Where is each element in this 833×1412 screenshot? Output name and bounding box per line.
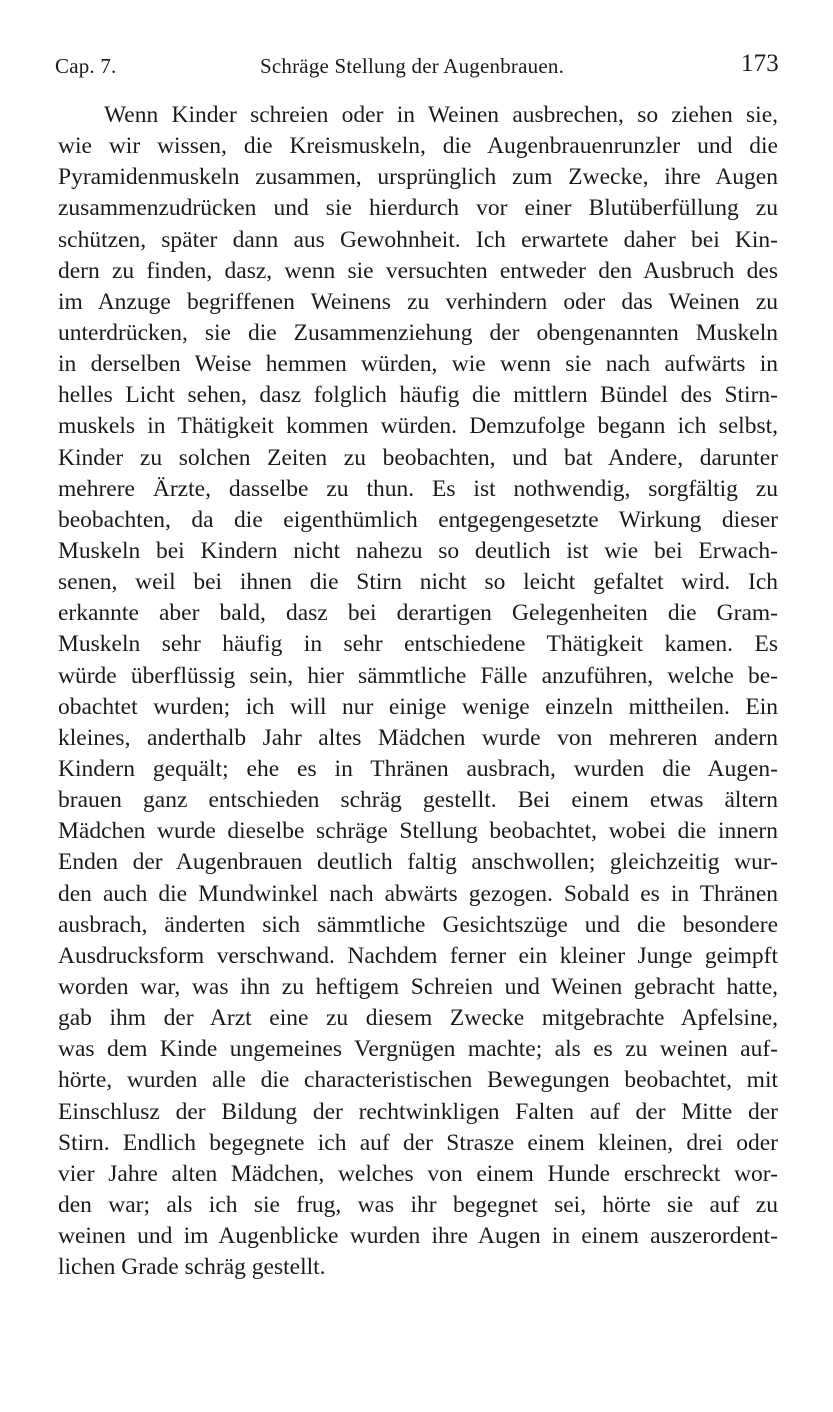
running-head	[55, 50, 779, 84]
text-line: vier Jahre alten Mädchen, welches von einem Hunde erschreckt wor-	[58, 1160, 778, 1187]
text-line: Muskeln sehr häufig in sehr entschiedene Thätigkeit kamen. Es	[58, 631, 778, 658]
text-line: obachtet wurden; ich will nur einige wenige einzeln mittheilen. Ein	[58, 693, 778, 720]
text-line: Wenn Kinder schreien oder in Weinen ausbrechen, so ziehen sie,	[104, 102, 778, 128]
text-line: Ausdrucksform verschwand. Nachdem ferner ein kleiner Junge geimpft	[58, 942, 778, 969]
text-line: ausbrach, änderten sich sämmtliche Gesichtszüge und die besondere	[58, 911, 778, 938]
text-line: beobachten, da die eigenthümlich entgegengesetzte Wirkung dieser	[58, 506, 778, 533]
text-line: Enden der Augenbrauen deutlich faltig anschwollen; gleichzeitig wur-	[58, 849, 778, 876]
text-line: senen, weil bei ihnen die Stirn nicht so leicht gefaltet wird. Ich	[58, 569, 778, 596]
text-line: Einschlusz der Bildung der rechtwinkligen Falten auf der Mitte der	[58, 1098, 778, 1125]
body-paragraph	[58, 100, 778, 1283]
text-line: helles Licht sehen, dasz folglich häufig die mittlern Bündel des Stirn-	[58, 382, 778, 409]
text-line: Kindern gequält; ehe es in Thränen ausbrach, wurden die Augen-	[58, 755, 778, 782]
text-line: worden war, was ihn zu heftigem Schreien und Weinen gebracht hatte,	[58, 973, 778, 1000]
text-line: Mädchen wurde dieselbe schräge Stellung beobachtet, wobei die innern	[58, 818, 778, 845]
text-line: erkannte aber bald, dasz bei derartigen Gelegenheiten die Gram-	[58, 600, 778, 627]
text-line: den war; als ich sie frug, was ihr begegnet sei, hörte sie auf zu	[58, 1191, 778, 1218]
text-line: kleines, anderthalb Jahr altes Mädchen wurde von mehreren andern	[58, 724, 778, 751]
text-line: weinen und im Augenblicke wurden ihre Augen in einem auszerordent-	[58, 1223, 778, 1250]
text-line: Stirn. Endlich begegnete ich auf der Strasze einem kleinen, drei oder	[58, 1129, 778, 1156]
text-line: muskels in Thätigkeit kommen würden. Demzufolge begann ich selbst,	[58, 413, 778, 440]
text-line: lichen Grade schräg gestellt.	[58, 1254, 326, 1281]
text-line: gab ihm der Arzt eine zu diesem Zwecke mitgebrachte Apfelsine,	[58, 1005, 778, 1032]
text-line: mehrere Ärzte, dasselbe zu thun. Es ist nothwendig, sorgfältig zu	[58, 475, 778, 502]
page-number: 173	[740, 50, 779, 77]
text-line: unterdrücken, sie die Zusammenziehung der obengenannten Muskeln	[58, 319, 778, 346]
chapter-label: Cap. 7.	[55, 54, 117, 78]
text-line: wie wir wissen, die Kreismuskeln, die Augenbrauenrunzler und die	[58, 133, 778, 160]
text-line: im Anzuge begriffenen Weinens zu verhindern oder das Weinen zu	[58, 288, 778, 315]
text-line: zusammenzudrücken und sie hierdurch vor einer Blutüberfüllung zu	[58, 195, 778, 222]
text-line: schützen, später dann aus Gewohnheit. Ich erwartete daher bei Kin-	[58, 226, 778, 253]
text-line: Kinder zu solchen Zeiten zu beobachten, und bat Andere, darunter	[58, 444, 778, 471]
text-line: hörte, wurden alle die characteristischen Bewegungen beobachtet, mit	[58, 1067, 778, 1094]
text-line: in derselben Weise hemmen würden, wie wenn sie nach aufwärts in	[58, 351, 778, 378]
text-line: was dem Kinde ungemeines Vergnügen machte; als es zu weinen auf-	[58, 1036, 778, 1063]
text-line: Muskeln bei Kindern nicht nahezu so deutlich ist wie bei Erwach-	[58, 537, 778, 564]
text-line: dern zu finden, dasz, wenn sie versuchten entweder den Ausbruch des	[58, 257, 778, 284]
text-line: würde überflüssig sein, hier sämmtliche Fälle anzuführen, welche be-	[58, 662, 778, 689]
text-line: Pyramidenmuskeln zusammen, ursprünglich zum Zwecke, ihre Augen	[58, 164, 778, 191]
running-title: Schräge Stellung der Augenbrauen.	[260, 54, 565, 78]
text-line: den auch die Mundwinkel nach abwärts gezogen. Sobald es in Thränen	[58, 880, 778, 907]
text-line: brauen ganz entschieden schräg gestellt. Bei einem etwas ältern	[58, 787, 778, 814]
